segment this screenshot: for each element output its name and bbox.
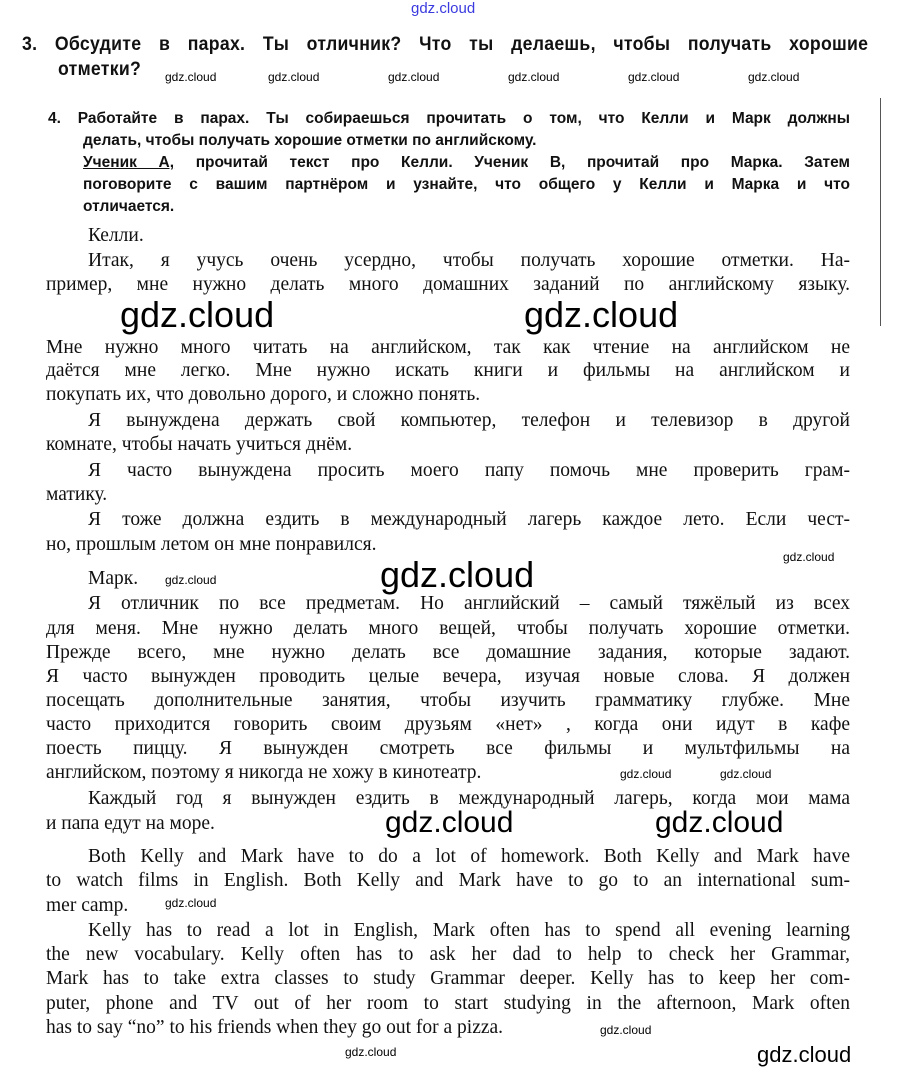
watermark: gdz.cloud (165, 573, 217, 587)
mark-text-line: и папа едут на море. (46, 813, 215, 834)
watermark: gdz.cloud (165, 70, 217, 84)
task3-heading: 3. Обсудите в парах. Ты отличник? Что ты делаешь, чтобы получать хорошие (22, 34, 869, 55)
task4-line: поговорите с вашим партнёром и узнайте, что общего у Келли и Марка и что (83, 176, 850, 193)
kelly-text-line: комнате, чтобы начать учиться днём. (46, 434, 353, 455)
watermark: gdz.cloud (411, 0, 476, 17)
watermark: gdz.cloud (120, 294, 275, 335)
task4-line-text: прочитай текст про Келли. Ученик В, прочитай про Марка. Затем (195, 154, 850, 171)
mark-text-line: английском, поэтому я никогда не хожу в кинотеатр. (46, 762, 482, 783)
watermark: gdz.cloud (385, 806, 514, 839)
answer-text-line: Kelly has to read a lot in English, Mark often has to spend all evening learning (88, 920, 850, 941)
mark-text-line: поесть пиццу. Я вынужден смотреть все фильмы и мультфильмы на (46, 738, 850, 759)
task4-line: делать, чтобы получать хорошие отметки по английскому. (83, 132, 537, 149)
mark-text-line: Прежде всего, мне нужно делать все домашние задания, которые задают. (46, 642, 850, 663)
watermark: gdz.cloud (524, 294, 679, 335)
task3-heading-cont: отметки? (58, 59, 142, 80)
watermark: gdz.cloud (757, 1042, 852, 1067)
answer-text-line: to watch films in English. Both Kelly and Mark have to go to an international sum- (46, 870, 850, 891)
task4-line: отличается. (83, 198, 175, 215)
answer-text-line: the new vocabulary. Kelly often has to ask her dad to help to check her Grammar, (46, 944, 850, 965)
watermark: gdz.cloud (165, 896, 217, 910)
mark-text-line: Я часто вынужден проводить целые вечера, изучая новые слова. Я должен (46, 666, 850, 687)
kelly-title: Келли. (88, 225, 144, 246)
student-a-label: Ученик А, (83, 154, 175, 171)
watermark: gdz.cloud (380, 554, 535, 595)
kelly-text-line: Мне нужно много читать на английском, так как чтение на английском не (46, 337, 850, 358)
answer-text-line: puter, phone and TV out of her room to start studying in the afternoon, Mark often (46, 993, 850, 1014)
kelly-text-line: Я часто вынуждена просить моего папу помочь мне проверить грам- (88, 460, 850, 481)
kelly-text-line: даётся мне легко. Мне нужно искать книги и фильмы на английском и (46, 360, 850, 381)
watermark: gdz.cloud (748, 70, 800, 84)
watermark: gdz.cloud (388, 70, 440, 84)
watermark: gdz.cloud (720, 767, 772, 781)
mark-title: Марк. (88, 568, 139, 589)
watermark: gdz.cloud (655, 806, 784, 839)
kelly-text-line: Итак, я учусь очень усердно, чтобы получать хорошие отметки. На- (88, 250, 850, 271)
mark-text-line: посещать дополнительные занятия, чтобы изучить грамматику глубже. Мне (46, 690, 850, 711)
margin-rule (880, 98, 881, 326)
answer-text-line: has to say “no” to his friends when they go out for a pizza. (46, 1017, 504, 1038)
watermark: gdz.cloud (628, 70, 680, 84)
mark-text-line: для меня. Мне нужно делать много вещей, чтобы получать хорошие отметки. (46, 618, 850, 639)
mark-text-line: Каждый год я вынужден ездить в международный лагерь, когда мои мама (88, 788, 850, 809)
watermark: gdz.cloud (268, 70, 320, 84)
answer-text-line: Mark has to take extra classes to study Grammar deeper. Kelly has to keep her com- (46, 968, 850, 989)
answer-text-line: mer camp. (46, 895, 129, 916)
task4-heading: 4. Работайте в парах. Ты собираешься прочитать о том, что Келли и Марк должны (48, 110, 850, 127)
watermark: gdz.cloud (783, 550, 835, 564)
kelly-text-line: но, прошлым летом он мне понравился. (46, 534, 377, 555)
watermark: gdz.cloud (508, 70, 560, 84)
kelly-text-line: Я тоже должна ездить в международный лагерь каждое лето. Если чест- (88, 509, 850, 530)
kelly-text-line: покупать их, что довольно дорого, и сложно понять. (46, 384, 481, 405)
watermark: gdz.cloud (345, 1045, 397, 1059)
answer-text-line: Both Kelly and Mark have to do a lot of homework. Both Kelly and Mark have (88, 846, 850, 867)
watermark: gdz.cloud (620, 767, 672, 781)
kelly-text-line: Я вынуждена держать свой компьютер, телефон и телевизор в другой (88, 410, 850, 431)
kelly-text-line: матику. (46, 484, 108, 505)
kelly-text-line: пример, мне нужно делать много домашних заданий по английскому языку. (46, 274, 850, 295)
watermark: gdz.cloud (600, 1023, 652, 1037)
mark-text-line: часто приходится говорить своим друзьям «нет» , когда они идут в кафе (46, 714, 850, 735)
mark-text-line: Я отличник по все предметам. Но английский – самый тяжёлый из всех (88, 593, 850, 614)
task4-line (83, 154, 850, 171)
